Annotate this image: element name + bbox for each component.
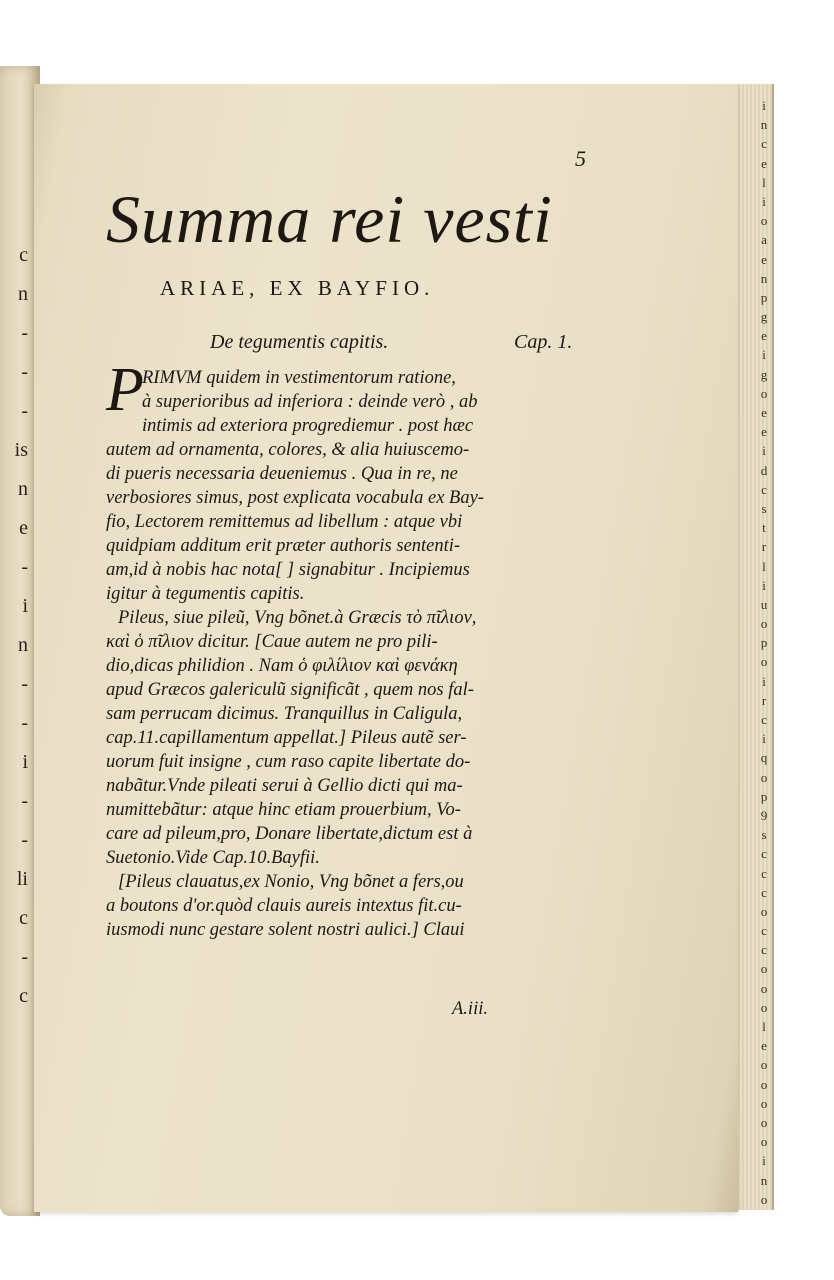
text-line: fio, Lectorem remittemus ad libellum : atque vbi (106, 512, 463, 532)
page-number: 5 (575, 146, 586, 171)
edge-letter: e (761, 424, 767, 440)
left-fragment: n (18, 634, 28, 656)
edge-letter: i (762, 98, 766, 113)
edge-letter: o (760, 1114, 768, 1130)
left-fragment: is (14, 439, 28, 461)
text-line: quidpiam additum erit præter authoris sententi- (106, 536, 461, 556)
text-line: intimis ad exteriora progrediemur . post hæc (142, 416, 474, 436)
left-fragment: - (21, 322, 28, 344)
text-line: dio,dicas philidion . Nam ὁ φιλίλιον καὶ φενάκη (106, 656, 458, 676)
text-line: iusmodi nunc gestare solent nostri aulici.] Claui (106, 920, 465, 940)
left-fragment: - (21, 361, 28, 383)
edge-letter: c (761, 136, 767, 152)
edge-letter: c (761, 846, 767, 862)
edge-letter: p (760, 635, 768, 651)
edge-letter: o (760, 961, 768, 977)
left-fragment: - (21, 556, 28, 578)
page-edge-letters (756, 96, 772, 1209)
left-fragment: li (16, 868, 28, 890)
text-line: autem ad ornamenta, colores, & alia huiuscemo- (106, 440, 470, 460)
right-page (34, 84, 738, 1212)
edge-letter: e (761, 328, 767, 344)
edge-letter: i (762, 731, 766, 747)
edge-letter: o (760, 1076, 768, 1092)
edge-letter: i (762, 673, 766, 689)
page-subtitle: ARIAE, EX BAYFIO. (160, 276, 435, 300)
edge-letter: c (761, 865, 767, 881)
edge-letter: e (761, 155, 767, 171)
text-line: a boutons d'or.quòd clauis aureis intextus fit.cu- (106, 896, 462, 916)
edge-letter: c (761, 712, 767, 727)
edge-letter: s (761, 827, 767, 843)
edge-letter: s (761, 500, 767, 516)
left-fragment: i (22, 751, 28, 773)
edge-letter: o (760, 1134, 768, 1150)
edge-letter: e (761, 251, 767, 267)
edge-letter: c (761, 884, 767, 900)
text-line: nabãtur.Vnde pileati serui à Gellio dicti qui ma- (106, 776, 463, 796)
text-line: verbosiores simus, post explicata vocabula ex Bay- (106, 488, 484, 508)
edge-letter: r (761, 539, 767, 555)
text-line: di pueris necessaria deueniemus . Qua in re, ne (106, 464, 458, 484)
left-fragment: - (21, 673, 28, 695)
text-line: igitur à tegumentis capitis. (106, 584, 305, 604)
left-fragment: c (19, 907, 28, 929)
left-fragment: - (21, 829, 28, 851)
edge-letter: o (760, 616, 768, 632)
edge-letter: c (761, 942, 767, 958)
edge-letter: n (760, 270, 768, 286)
edge-letter: g (760, 366, 768, 382)
chapter-label: Cap. 1. (514, 331, 573, 353)
edge-letter: i (762, 193, 766, 209)
left-fragment: c (19, 985, 28, 1007)
left-fragment: c (19, 244, 28, 266)
edge-letter: l (762, 174, 766, 190)
left-fragment: - (21, 712, 28, 734)
edge-letter: o (760, 1057, 768, 1073)
edge-letter: o (760, 1095, 768, 1111)
edge-letter: i (762, 347, 766, 363)
text-line: care ad pileum,pro, Donare libertate,dictum est à (106, 824, 473, 844)
edge-letter: u (760, 596, 768, 612)
drop-cap: P (106, 356, 144, 424)
edge-letter: l (762, 1019, 766, 1034)
edge-letter: 9 (760, 807, 768, 823)
text-line: apud Græcos galericulũ significãt , quem nos fal- (106, 680, 474, 700)
edge-letter: n (760, 1172, 768, 1188)
left-fragment: i (22, 595, 28, 617)
text-line: καὶ ὁ πῖλιον dicitur. [Caue autem ne pro pili- (106, 632, 438, 652)
text-line: Pileus, siue pileũ, Vng bõnet.à Græcis τὸ πῖλιον, (118, 608, 477, 628)
edge-letter: o (760, 903, 768, 919)
text-line: Suetonio.Vide Cap.10.Bayfii. (106, 848, 320, 868)
text-line: cap.11.capillamentum appellat.] Pileus autẽ ser- (106, 728, 467, 748)
edge-letter: n (760, 117, 768, 133)
edge-letter: e (761, 1038, 767, 1054)
edge-letter: o (760, 385, 768, 401)
text-line: RIMVM quidem in vestimentorum ratione, (142, 368, 456, 388)
page-title: Summa rei vesti (106, 181, 553, 257)
edge-letter: p (760, 289, 768, 305)
body-text (106, 366, 596, 942)
text-line: numittebãtur: atque hinc etiam prouerbium, Vo- (106, 800, 461, 820)
text-line: [Pileus clauatus,ex Nonio, Vng bõnet a fers,ou (118, 872, 464, 892)
text-line: à superioribus ad inferiora : deinde verò , ab (142, 392, 478, 412)
signature-mark: A.iii. (452, 999, 488, 1019)
left-fragment: n (18, 283, 28, 305)
edge-letter: g (760, 309, 768, 325)
edge-letter: t (762, 520, 766, 536)
left-fragment: n (18, 478, 28, 500)
edge-letter: i (762, 577, 766, 593)
section-heading: De tegumentis capitis. (210, 331, 389, 353)
edge-letter: o (760, 1191, 768, 1207)
left-fragment: - (21, 790, 28, 812)
edge-letter: q (760, 750, 768, 766)
edge-letter: c (761, 481, 767, 497)
edge-letter: o (760, 654, 768, 670)
edge-letter: a (761, 232, 767, 248)
text-line: sam perrucam dicimus. Tranquillus in Caligula, (106, 704, 463, 724)
text-line: am,id à nobis hac nota[ ] signabitur . Incipiemus (106, 560, 470, 580)
edge-letter: o (760, 213, 768, 229)
left-page-text-fragments (0, 236, 30, 1016)
text-line: uorum fuit insigne , cum raso capite libertate do- (106, 752, 471, 772)
edge-letter: c (761, 923, 767, 939)
edge-letter: p (760, 788, 768, 804)
edge-letter: o (760, 769, 768, 785)
left-fragment: - (21, 946, 28, 968)
edge-letter: e (761, 405, 767, 420)
edge-letter: r (761, 692, 767, 708)
edge-letter: d (760, 462, 768, 478)
edge-letter: o (760, 999, 768, 1015)
left-fragment: e (19, 517, 28, 539)
edge-letter: i (762, 1153, 766, 1169)
edge-letter: l (762, 558, 766, 574)
left-fragment: - (21, 400, 28, 422)
edge-letter: o (760, 980, 768, 996)
edge-letter: i (762, 443, 766, 459)
